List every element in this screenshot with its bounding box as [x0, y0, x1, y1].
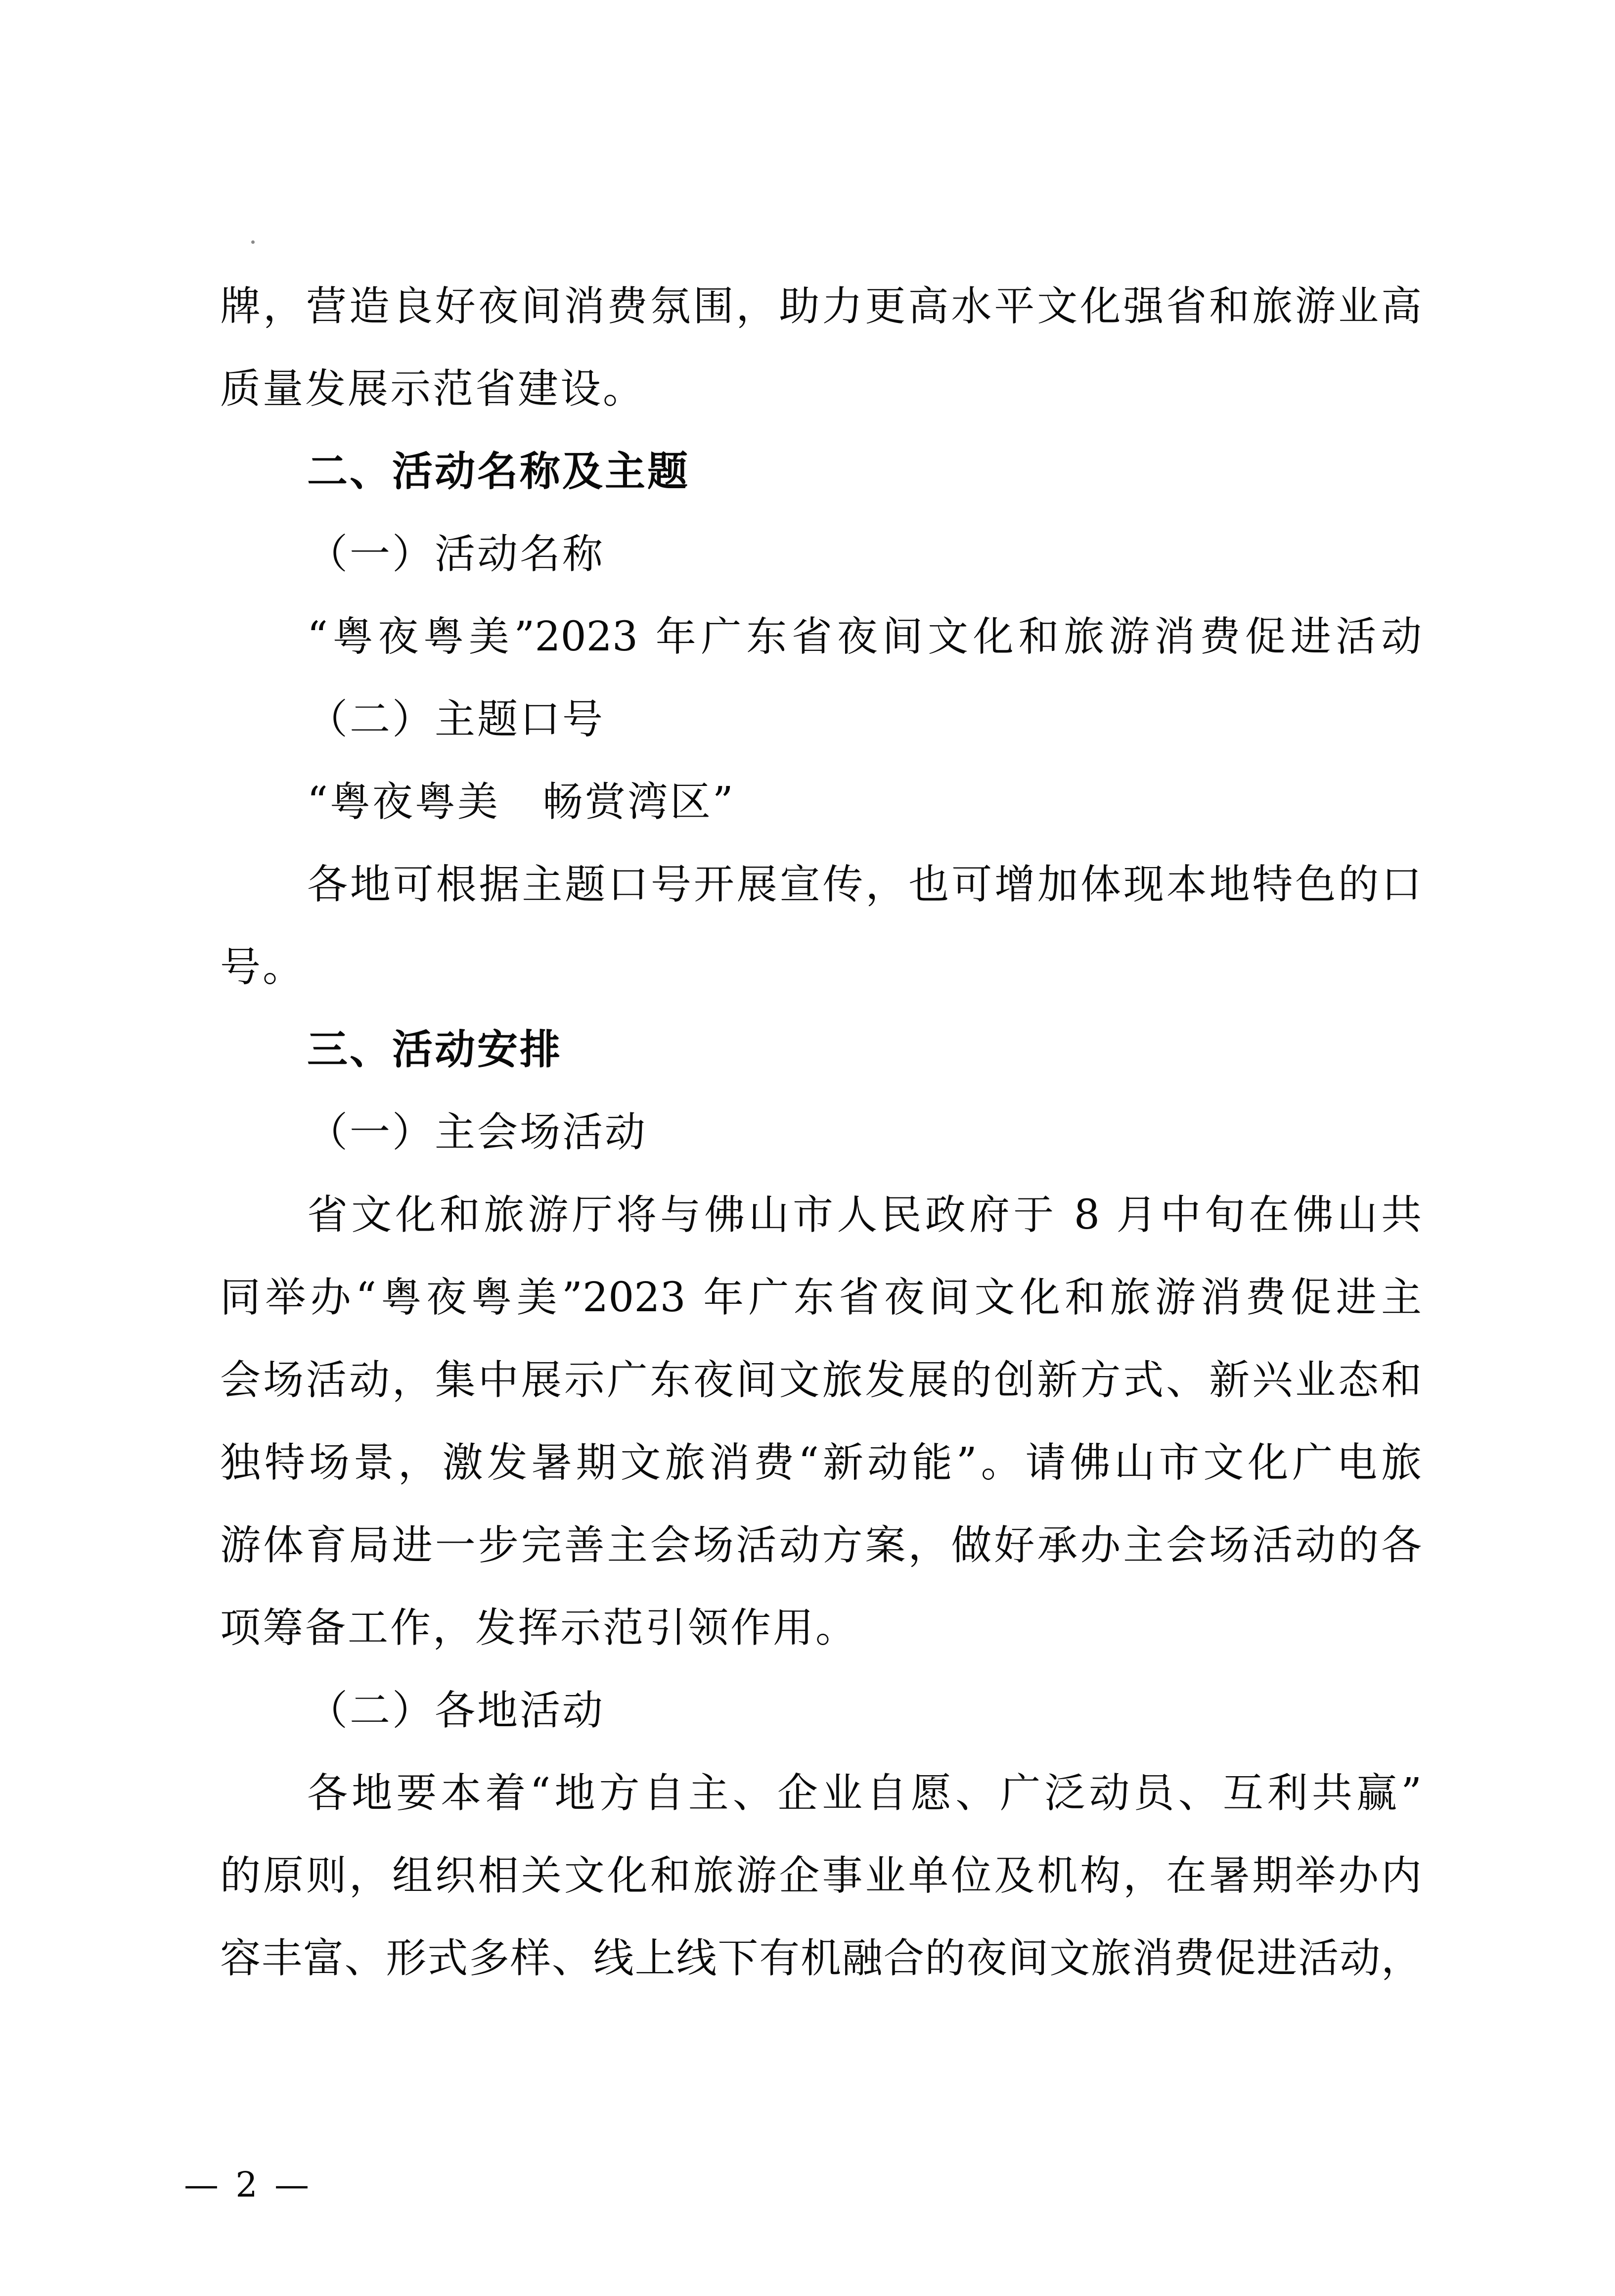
text-line: 会场活动，集中展示广东夜间文旅发展的创新方式、新兴业态和: [220, 1357, 1422, 1404]
text-line: 各地可根据主题口号开展宣传，也可增加体现本地特色的口: [307, 861, 1422, 908]
page-number: — 2 —: [184, 2164, 313, 2205]
text-line: 项筹备工作，发挥示范引领作用。: [220, 1605, 858, 1652]
text-line: 牌，营造良好夜间消费氛围，助力更高水平文化强省和旅游业高: [220, 283, 1422, 330]
text-line: “粤夜粤美”2023 年广东省夜间文化和旅游消费促进活动: [307, 613, 1422, 660]
text-line: 各地要本着“地方自主、企业自愿、广泛动员、互利共赢”: [307, 1770, 1422, 1817]
text-line: 同举办“粤夜粤美”2023 年广东省夜间文化和旅游消费促进主: [220, 1274, 1422, 1321]
subheading-line: （一）活动名称: [307, 531, 605, 578]
subheading-line: （一）主会场活动: [307, 1109, 648, 1156]
text-line: 的原则，组织相关文化和旅游企事业单位及机构，在暑期举办内: [220, 1852, 1422, 1899]
heading-line: 三、活动安排: [307, 1026, 563, 1073]
document-body: [220, 265, 1422, 2000]
subheading-line: （二）各地活动: [307, 1687, 605, 1734]
text-line: 独特场景，激发暑期文旅消费“新动能”。请佛山市文化广电旅: [220, 1439, 1422, 1486]
text-line: 容丰富、形式多样、线上线下有机融合的夜间文旅消费促进活动，: [220, 1935, 1422, 1982]
text-line: 省文化和旅游厅将与佛山市人民政府于 8 月中旬在佛山共: [307, 1192, 1422, 1239]
text-line: “粤夜粤美 畅赏湾区”: [307, 779, 735, 826]
subheading-line: （二）主题口号: [307, 696, 605, 743]
text-line: 号。: [220, 944, 306, 991]
heading-line: 二、活动名称及主题: [307, 448, 690, 495]
text-line: 质量发展示范省建设。: [220, 366, 646, 413]
scan-artifact-dot: [251, 240, 255, 244]
text-line: 游体育局进一步完善主会场活动方案，做好承办主会场活动的各: [220, 1522, 1422, 1569]
page-footer: [184, 2162, 312, 2207]
